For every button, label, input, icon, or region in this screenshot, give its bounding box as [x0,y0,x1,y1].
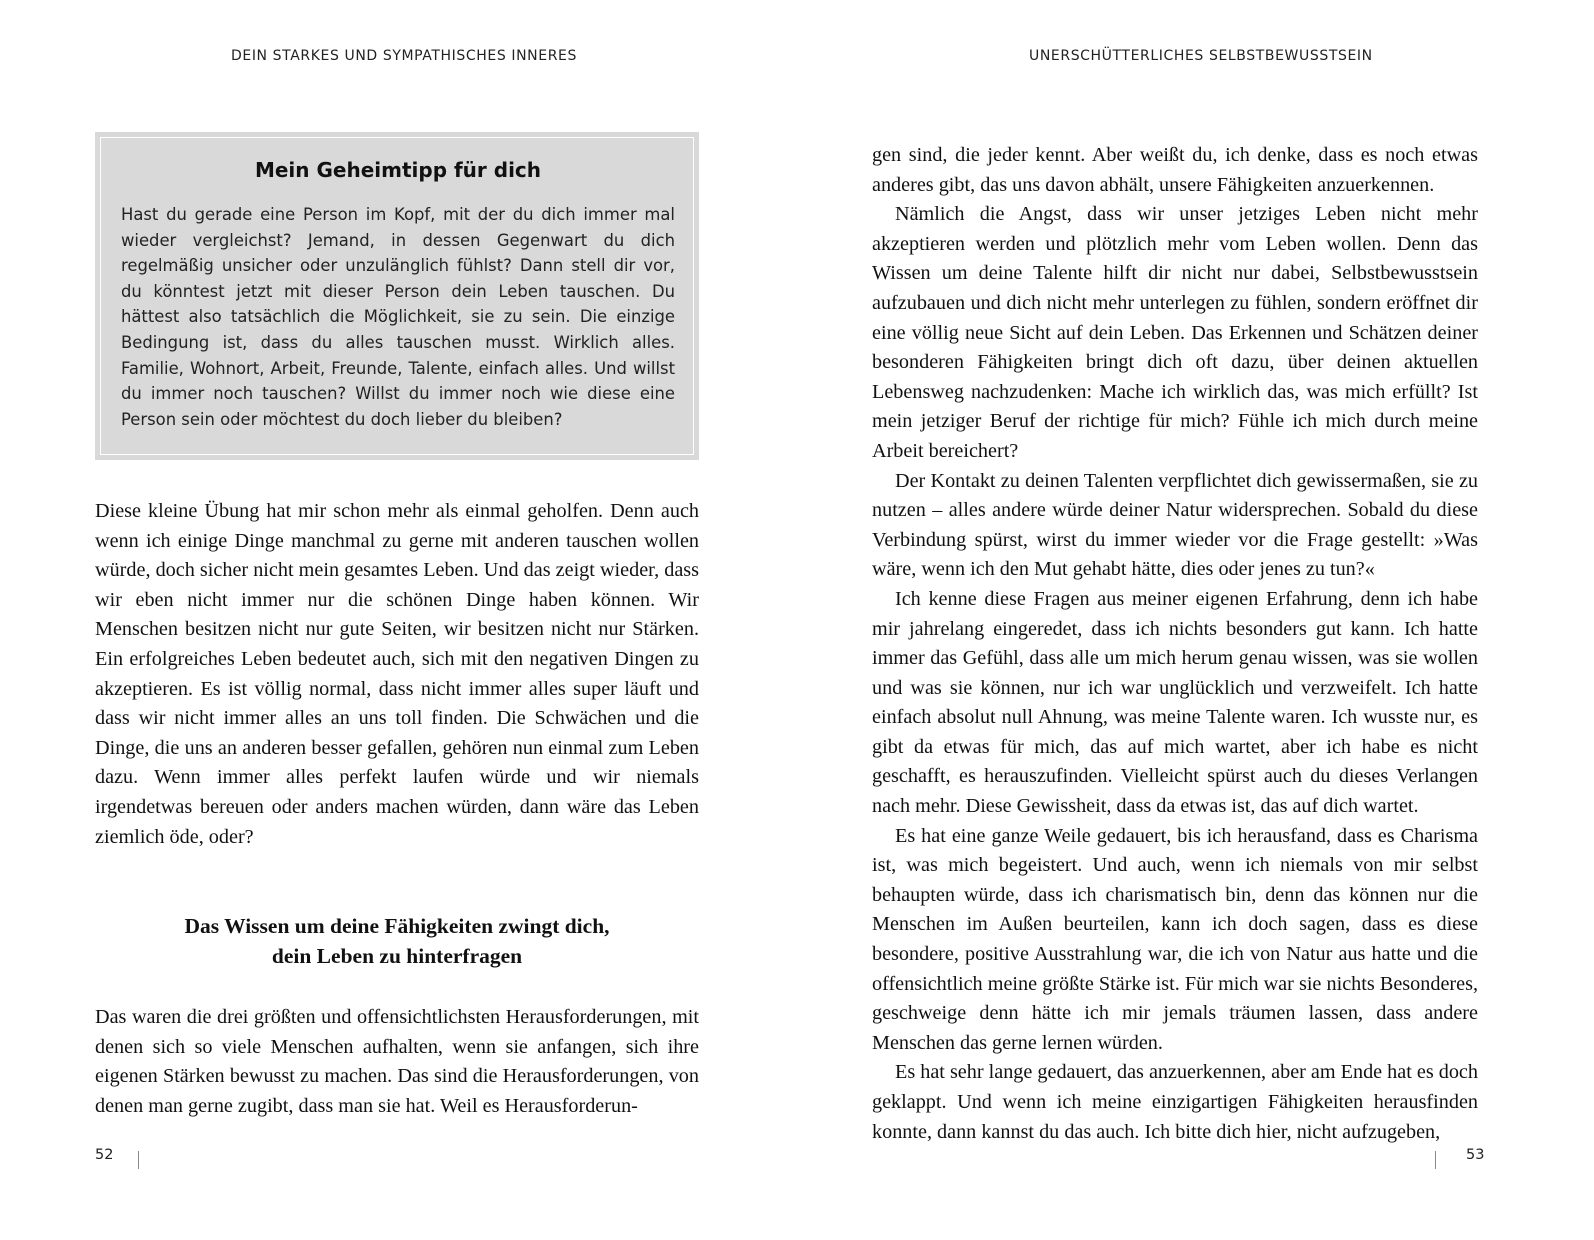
right-paragraph-4: Ich kenne diese Fragen aus meiner eigenen Erfahrung, denn ich habe mir jahrelang eingeredet, dass ich nichts besonders gut kann. Ich hatte immer das Gefühl, dass alle um mich herum genau wissen, was sie wollen und was sie können, nur ich war unglücklich und verzweifelt. Ich hatte einfach absolut null Ahnung, was meine Talente waren. Ich wusste nur, es gibt da etwas für mich, das auf mich wartet, aber ich habe es nicht geschafft, es herauszufinden. Vielleicht spürst auch du dieses Verlangen nach mehr. Diese Gewissheit, dass da etwas ist, das auf dich wartet. [872,587,1478,818]
folio-divider-right [1435,1151,1436,1169]
right-paragraph-5: Es hat eine ganze Weile gedauert, bis ich herausfand, dass es Charisma ist, was mich begeistert. Und auch, wenn ich niemals von mir selbst behaupten würde, dass ich charismatisch bin, denn das können nur die Menschen im Außen beurteilen, kann ich doch sagen, dass es diese besondere, positive Ausstrahlung war, die ich von Natur aus hatte und die offensichtlich meine größte Stärke ist. Für mich war sie nichts Besonderes, geschweige denn hätte ich mir jemals träumen lassen, dass andere Menschen das gerne lernen würden. [872,824,1478,1054]
running-head-right: UNERSCHÜTTERLICHES SELBSTBEWUSSTSEIN [1029,48,1373,64]
tip-box-title: Mein Geheimtipp für dich [254,158,542,182]
right-text-column [872,141,1478,1147]
subheading-line-1: Das Wissen um deine Fähigkeiten zwingt dich, [184,914,610,938]
section-subheading [95,911,699,971]
right-page [797,0,1594,1240]
page-number-left: 52 [95,1147,114,1163]
folio-divider-left [138,1151,139,1169]
tip-box [95,132,699,460]
tip-box-inner [100,137,694,455]
subheading-line-2: dein Leben zu hinterfragen [271,944,523,968]
tip-box-body: Hast du gerade eine Person im Kopf, mit der du dich immer mal wieder vergleichst? Jemand, in dessen Gegenwart du dich regelmäßig unsicher oder unzulänglich fühlst? Dann stell dir vor, du könntest jetzt mit dieser Person dein Leben tauschen. Du hättest also tatsächlich die Möglichkeit, sie zu sein. Die einzige Bedingung ist, dass du alles tauschen musst. Wirklich alles. Familie, Wohnort, Arbeit, Freunde, Talente, einfach alles. Und willst du immer noch tauschen? Willst du immer noch wie diese eine Person sein oder möchtest du doch lieber du bleiben? [121,205,675,429]
right-paragraph-2: Nämlich die Angst, dass wir unser jetziges Leben nicht mehr akzeptieren werden und plötzlich mehr vom Leben wollen. Denn das Wissen um deine Talente hilft dir nicht nur dabei, Selbstbewusstsein aufzubauen und dich nicht mehr unterlegen zu fühlen, sondern eröffnet dir eine völlig neue Sicht auf dein Leben. Das Erkennen und Schätzen deiner besonderen Fähigkeiten bringt dich oft dazu, über deinen aktuellen Lebensweg nachzudenken: Mache ich wirklich das, was mich erfüllt? Ist mein jetziger Beruf der richtige für mich? Fühle ich mich durch meine Arbeit bereichert? [872,203,1478,462]
page-number-right: 53 [1466,1147,1485,1163]
right-paragraph-6: Es hat sehr lange gedauert, das anzuerkennen, aber am Ende hat es doch geklappt. Und wenn ich meine einzigartigen Fähigkeiten herausfinden konnte, dann kannst du das auch. Ich bitte dich hier, nicht aufzugeben, [872,1061,1478,1143]
right-paragraph-3: Der Kontakt zu deinen Talenten verpflichtet dich gewissermaßen, sie zu nutzen – alles andere würde deiner Natur widersprechen. Sobald du diese Verbindung spürst, wirst du immer wieder vor die Frage gestellt: »Was wäre, wenn ich den Mut gehabt hätte, dies oder jenes zu tun?« [872,469,1478,581]
right-paragraph-1: gen sind, die jeder kennt. Aber weißt du, ich denke, dass es noch etwas anderes gibt, das uns davon abhält, unsere Fähigkeiten anzuerkennen. [872,144,1478,196]
running-head-left: DEIN STARKES UND SYMPATHISCHES INNERES [231,48,577,64]
left-paragraph-2: Das waren die drei größten und offensichtlichsten Herausforderungen, mit denen sich so viele Menschen aufhalten, wenn sie anfangen, sich ihre eigenen Stärken bewusst zu machen. Das sind die Herausforderungen, von denen man gerne zugibt, dass man sie hat. Weil es Herausforderun- [95,1006,699,1117]
left-paragraph-1: Diese kleine Übung hat mir schon mehr als einmal geholfen. Denn auch wenn ich einige Dinge manchmal zu gerne mit anderen tauschen wollen würde, doch sicher nicht mein gesamtes Leben. Und das zeigt wieder, dass wir eben nicht immer nur die schönen Dinge haben können. Wir Menschen besitzen nicht nur gute Seiten, wir besitzen nicht nur Stärken. Ein erfolgreiches Leben bedeutet auch, sich mit den negativen Dingen zu akzeptieren. Es ist völlig normal, dass nicht immer alles super läuft und dass wir nicht immer alles an uns toll finden. Die Schwächen und die Dinge, die uns an anderen besser gefallen, gehören nun einmal zum Leben dazu. Wenn immer alles perfekt laufen würde und wir niemals irgendetwas bereuen oder anders machen würden, dann wäre das Leben ziemlich öde, oder? [95,500,699,848]
